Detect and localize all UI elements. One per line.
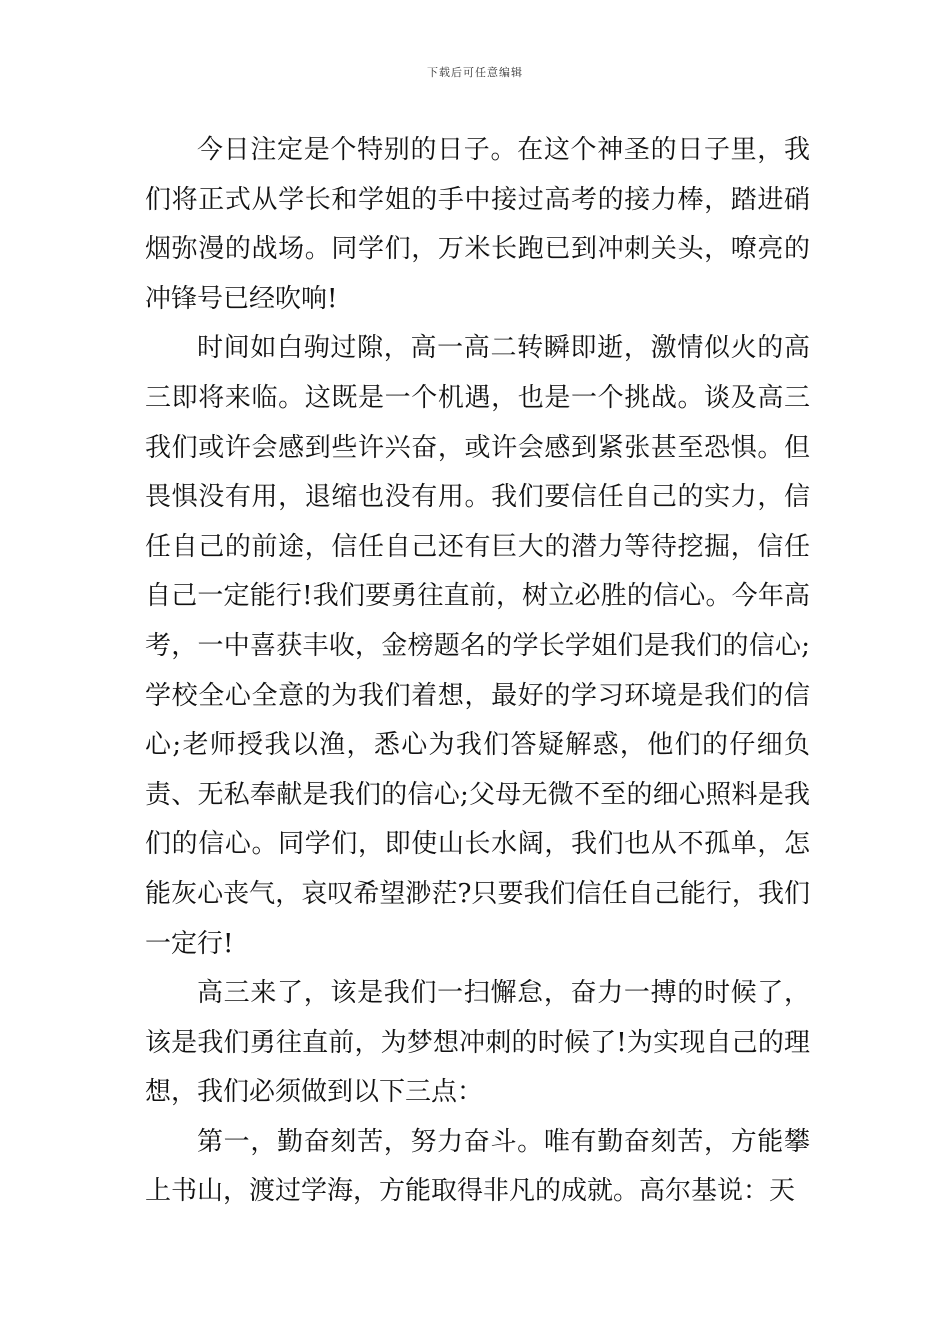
paragraph: 第一，勤奋刻苦，努力奋斗。唯有勤奋刻苦，方能攀上书山，渡过学海，方能取得非凡的成就。高尔基说：天: [145, 1126, 810, 1207]
document-body: [145, 126, 810, 1217]
page-header: 下载后可任意编辑: [427, 66, 523, 79]
paragraph: 今日注定是个特别的日子。在这个神圣的日子里，我们将正式从学长和学姐的手中接过高考的接力棒，踏进硝烟弥漫的战场。同学们，万米长跑已到冲刺关头，嘹亮的冲锋号已经吹响!: [145, 135, 810, 314]
paragraph: 高三来了，该是我们一扫懈怠，奋力一搏的时候了，该是我们勇往直前，为梦想冲刺的时候了!为实现自己的理想，我们必须做到以下三点：: [145, 978, 810, 1108]
paragraph: 时间如白驹过隙，高一高二转瞬即逝，激情似火的高三即将来临。这既是一个机遇，也是一个挑战。谈及高三我们或许会感到些许兴奋，或许会感到紧张甚至恐惧。但畏惧没有用，退缩也没有用。我们要信任自己的实力，信任自己的前途，信任自己还有巨大的潜力等待挖掘，信任自己一定能行!我们要勇往直前，树立必胜的信心。今年高考，一中喜获丰收，金榜题名的学长学姐们是我们的信心;学校全心全意的为我们着想，最好的学习环境是我们的信心;老师授我以渔，悉心为我们答疑解惑，他们的仔细负责、无私奉献是我们的信心;父母无微不至的细心照料是我们的信心。同学们，即使山长水阔，我们也从不孤单，怎能灰心丧气，哀叹希望渺茫?只要我们信任自己能行，我们一定行!: [145, 333, 810, 959]
